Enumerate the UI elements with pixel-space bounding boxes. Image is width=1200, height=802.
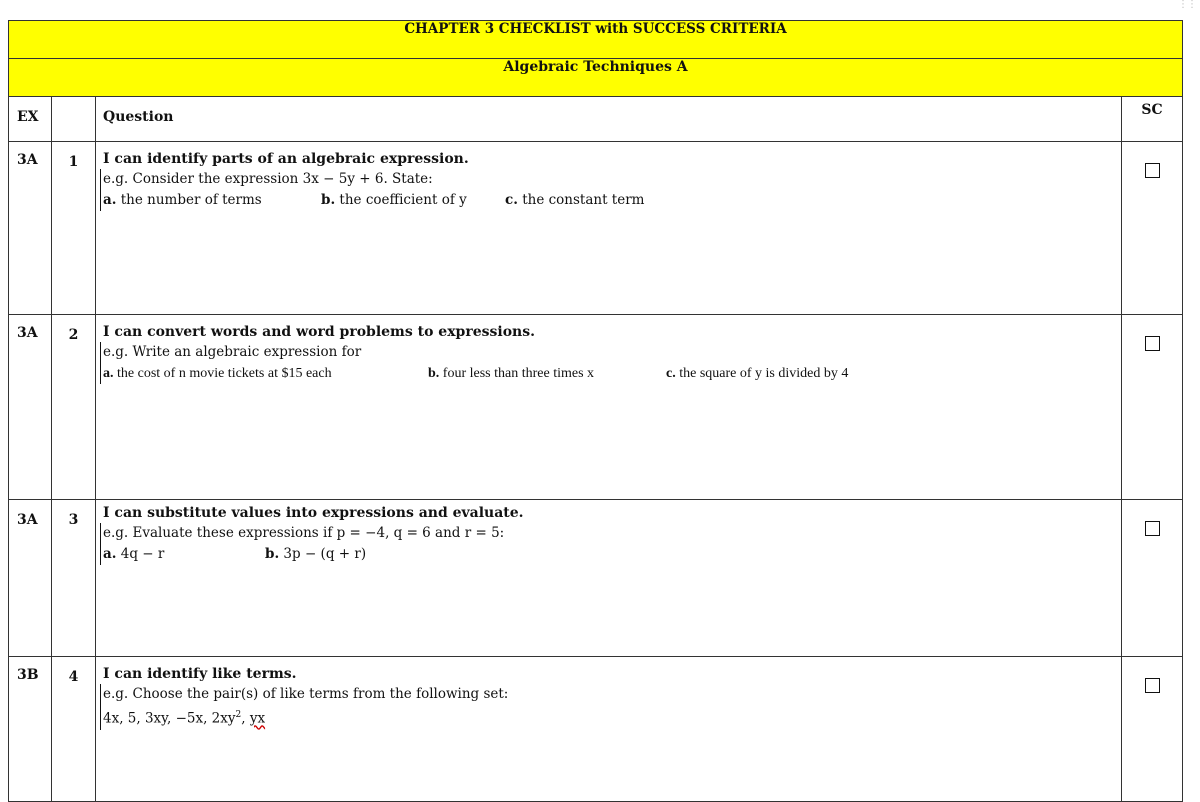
table-row	[9, 657, 1183, 802]
column-header-ex: EX	[9, 97, 52, 142]
header-row-subtitle	[9, 59, 1183, 97]
question-cell	[96, 315, 1122, 500]
column-header-num	[52, 97, 96, 142]
part-b: b. the coefficient of y	[321, 192, 467, 208]
checklist-table	[8, 20, 1183, 802]
part-c: c. the square of y is divided by 4	[666, 366, 849, 381]
criterion-title: I can identify like terms.	[103, 666, 297, 682]
question-cell	[96, 142, 1122, 315]
sc-checkbox[interactable]	[1145, 336, 1160, 351]
column-header-question: Question	[96, 97, 1122, 142]
row-number: 3	[52, 500, 96, 657]
row-ex: 3A	[9, 142, 52, 315]
criterion-title: I can identify parts of an algebraic expression.	[103, 151, 469, 167]
sc-cell	[1122, 657, 1183, 802]
criterion-title: I can substitute values into expressions and evaluate.	[103, 505, 524, 521]
column-header-sc: SC	[1122, 97, 1183, 142]
parts-line	[100, 363, 1115, 384]
criterion-title: I can convert words and word problems to expressions.	[103, 324, 535, 340]
question-cell	[96, 500, 1122, 657]
table-row	[9, 142, 1183, 315]
parts-line	[100, 190, 1115, 211]
row-number: 4	[52, 657, 96, 802]
column-header-row	[9, 97, 1183, 142]
sc-checkbox[interactable]	[1145, 163, 1160, 178]
part-a: a. the number of terms	[103, 192, 262, 208]
sc-checkbox[interactable]	[1145, 678, 1160, 693]
row-ex: 3B	[9, 657, 52, 802]
row-ex: 3A	[9, 500, 52, 657]
part-b: b. 3p − (q + r)	[265, 546, 367, 562]
part-a: a. the cost of n movie tickets at $15 each	[103, 366, 332, 381]
row-number: 1	[52, 142, 96, 315]
example-line: e.g. Choose the pair(s) of like terms from the following set:	[100, 684, 1115, 705]
table-row	[9, 315, 1183, 500]
row-ex: 3A	[9, 315, 52, 500]
sc-cell	[1122, 142, 1183, 315]
part-c: c. the constant term	[505, 192, 645, 208]
checklist-title: CHAPTER 3 CHECKLIST with SUCCESS CRITERIA	[9, 21, 1183, 59]
question-cell	[96, 657, 1122, 802]
spellcheck-word: yx	[249, 710, 266, 727]
parts-line	[100, 544, 1115, 565]
checklist-subtitle: Algebraic Techniques A	[9, 59, 1183, 97]
table-row	[9, 500, 1183, 657]
example-line: e.g. Evaluate these expressions if p = −4, q = 6 and r = 5:	[100, 523, 1115, 544]
term-set-line: 4x, 5, 3xy, −5x, $2xy^2$, yx	[100, 705, 1115, 730]
sc-checkbox[interactable]	[1145, 521, 1160, 536]
example-line: e.g. Consider the expression 3x − 5y + 6. State:	[100, 169, 1115, 190]
sc-cell	[1122, 500, 1183, 657]
part-a: a. 4q − r	[103, 546, 165, 562]
example-line: e.g. Write an algebraic expression for	[100, 342, 1115, 363]
row-number: 2	[52, 315, 96, 500]
drag-handle-icon[interactable]: ⋮⋮	[1178, 0, 1196, 10]
part-b: b. four less than three times x	[428, 366, 595, 381]
header-row-title	[9, 21, 1183, 59]
sc-cell	[1122, 315, 1183, 500]
